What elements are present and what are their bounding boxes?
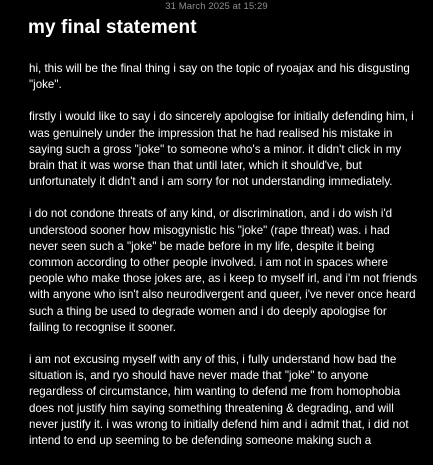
note-line: i do not condone threats of any kind, or discrimination, and i do wish i'd <box>29 207 393 221</box>
note-paragraph <box>29 109 414 190</box>
note-line: does not justify him saying something threatening & degrading, and will <box>29 401 394 415</box>
note-line: situation is, and ryo should have never made that "joke" to anyone <box>29 369 369 383</box>
note-paragraph <box>29 61 410 93</box>
note-line: understood sooner how misogynistic his "joke" (rape threat) was. i had <box>29 223 390 237</box>
note-line: intend to end up seeming to be defending someone making such a <box>29 434 372 448</box>
note-line: saying such a gross "joke" to someone who's a minor. it didn't click in my <box>29 142 402 156</box>
note-line: such a thing be used to degrade women and i do deeply apologise for <box>29 304 387 318</box>
note-paragraph <box>29 352 407 449</box>
note-line: never justify it. i was wrong to initially defend him and i admit that, i did not <box>29 417 409 431</box>
note-line: never seen such a "joke" be made before in my life, despite it being <box>29 239 375 253</box>
note-body[interactable] <box>29 61 418 465</box>
note-line: was genuinely under the impression that he had realised his mistake in <box>29 126 393 140</box>
note-line: i am not excusing myself with any of this, i fully understand how bad the <box>29 353 397 367</box>
note-line: unfortunately it didn't and i am sorry for not understanding immediately. <box>29 175 393 189</box>
note-title[interactable]: my final statement <box>28 17 197 38</box>
note-line: "joke". <box>29 78 62 92</box>
note-line: brain that it was worse than that until later, which it should've, but <box>29 159 362 173</box>
note-line: common according to other people involved. i am not in spaces where <box>29 256 388 270</box>
note-line: hi, this will be the final thing i say on the topic of ryoajax and his disgusting <box>29 62 410 75</box>
note-timestamp: 31 March 2025 at 15:29 <box>165 1 268 12</box>
note-line: firstly i would like to say i do sincerely apologise for initially defending him, i <box>29 110 414 124</box>
note-line: with anyone who isn't also neurodivergent and queer, i've never once heard <box>29 288 416 302</box>
note-line: failing to recognise it sooner. <box>29 320 176 334</box>
note-paragraph <box>29 206 418 336</box>
note-line: regardless of circumstance, him wanting to defend me from homophobia <box>29 385 401 399</box>
note-line: people who make those jokes are, as i keep to myself irl, and i'm not friends <box>29 272 418 286</box>
